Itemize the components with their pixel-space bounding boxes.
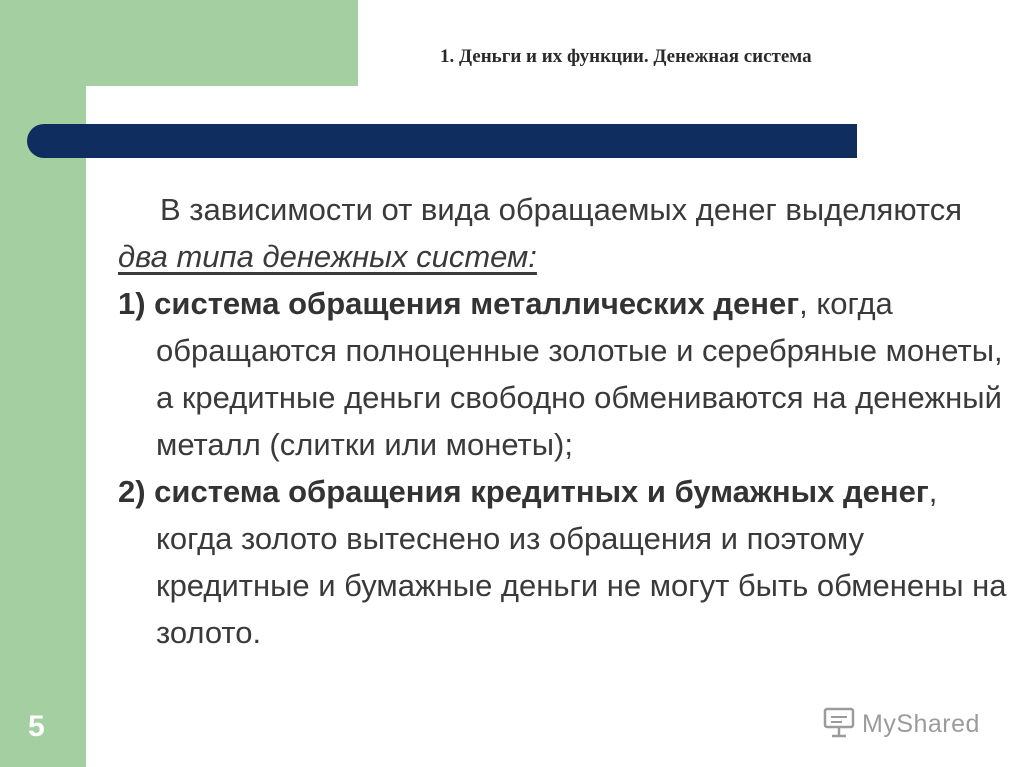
list-item-1-text: , когда обращаются полноценные золотые и серебряные монеты, а кредитные деньги свободно обмениваются на денежный металл (слитки или монеты);	[156, 286, 1003, 462]
list-item-1	[118, 280, 1008, 468]
intro-text: В зависимости от вида обращаемых денег выделяются	[160, 192, 963, 227]
slide-body	[118, 186, 1008, 656]
list-item-2	[118, 468, 1008, 656]
intro-paragraph	[118, 186, 1008, 280]
green-side-strip	[0, 0, 86, 767]
title-divider-bar	[27, 124, 857, 158]
list-item-2-bold: 2) система обращения кредитных и бумажных денег	[118, 474, 929, 509]
intro-underlined-text: два типа денежных систем:	[118, 239, 537, 274]
slide-title: 1. Деньги и их функции. Денежная система	[440, 46, 812, 67]
list-item-2-text: , когда золото вытеснено из обращения и поэтому кредитные и бумажные деньги не могут быть обменены на золото.	[156, 474, 1007, 650]
page-number: 5	[28, 710, 45, 743]
watermark	[822, 706, 980, 742]
watermark-text: MyShared	[862, 709, 980, 738]
list-item-1-bold: 1) система обращения металлических денег	[118, 286, 800, 321]
presentation-board-icon	[822, 705, 856, 744]
